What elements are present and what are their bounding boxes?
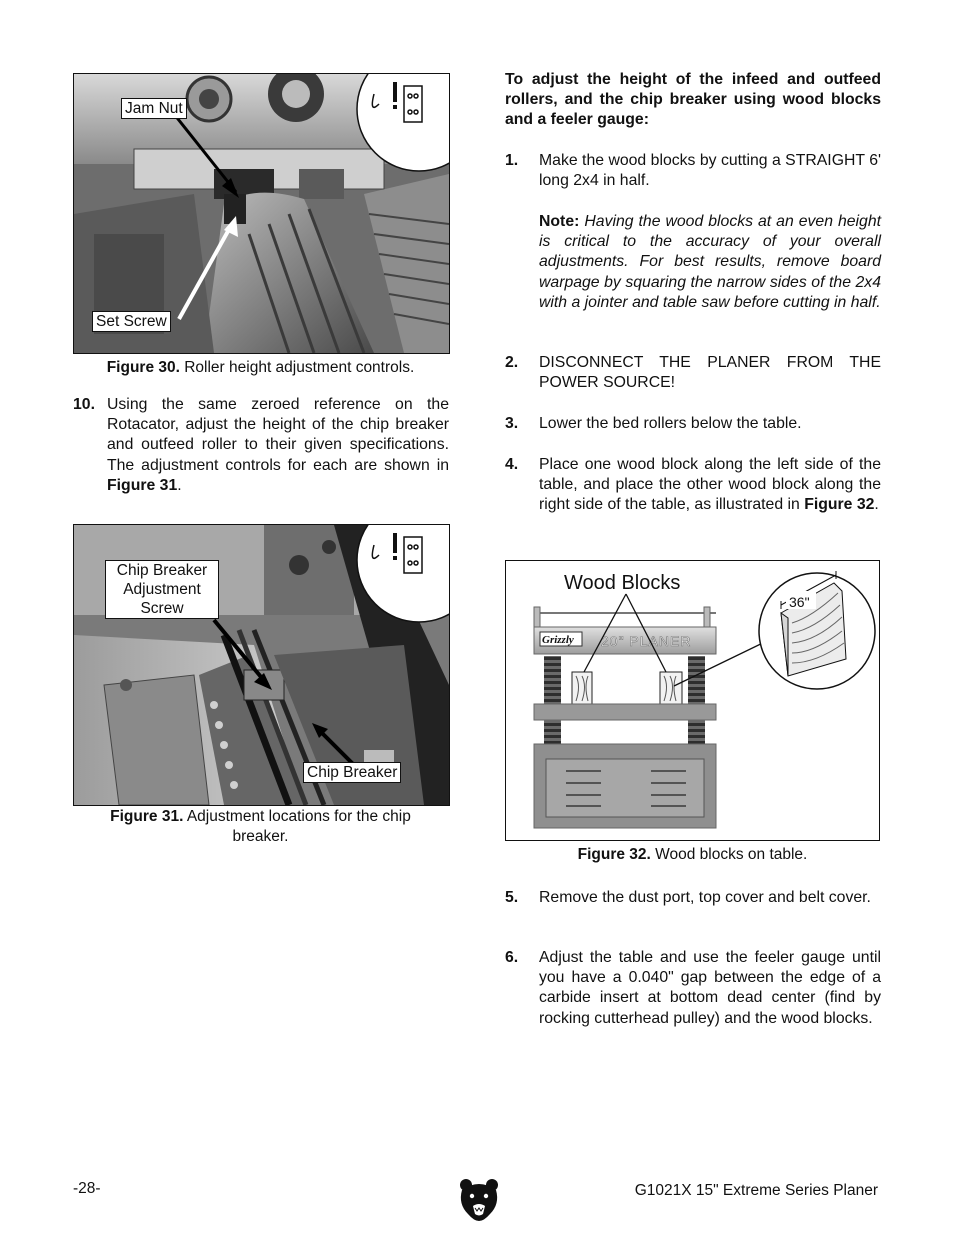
callout-chip-breaker-adjustment-screw — [105, 560, 219, 619]
step-4 — [505, 455, 881, 537]
step-10 — [73, 395, 449, 500]
step-4-number: 4. — [505, 456, 519, 473]
step-1-text: Make the wood blocks by cutting a STRAIGHT 6' long 2x4 in half. — [539, 152, 881, 190]
note-text: Having the wood blocks at an even height is critical to the accuracy of your overall adjustments. For best results, remove board warpage by squaring the narrow sides of the 2x4 with a jointer and table saw before cutting in half. — [539, 213, 882, 311]
step-1 — [505, 151, 881, 193]
step-10-text-main: Using the same zeroed reference on the Rotacator, adjust the height of the chip breaker and outfeed roller to their given specifications. The adjustment controls for each are shown in — [107, 396, 449, 474]
callout-set-screw: Set Screw — [92, 311, 171, 332]
figure-32-caption-text: Wood blocks on table. — [655, 846, 808, 863]
step-4-text — [539, 455, 881, 516]
machine-label: 20" PLANER — [601, 633, 692, 649]
step-5 — [505, 888, 881, 930]
callout-line-3: Screw — [140, 600, 184, 617]
figure-30-caption — [73, 358, 448, 378]
step-10-text-end: . — [177, 476, 182, 494]
step-4-figure-ref: Figure 32 — [804, 496, 875, 514]
figure-31-caption-line-2: breaker. — [232, 828, 289, 845]
step-3-text: Lower the bed rollers below the table. — [539, 415, 802, 432]
page-number: -28- — [73, 1180, 101, 1197]
grizzly-bear-head-icon — [458, 1176, 500, 1222]
step-6 — [505, 948, 881, 1052]
step-10-text — [107, 395, 449, 496]
step-10-figure-ref: Figure 31 — [107, 476, 178, 494]
figure-31-caption-text: Adjustment locations for the chip — [186, 808, 411, 825]
figure-32-diagram — [505, 560, 880, 841]
figure-32-title: Wood Blocks — [564, 572, 681, 594]
figure-30-caption-text: Roller height adjustment controls. — [184, 359, 415, 376]
note-label: Note: — [539, 213, 580, 230]
figure-32-label: Figure 32. — [577, 846, 651, 863]
callout-line-2: Adjustment — [123, 581, 201, 598]
callout-jam-nut: Jam Nut — [121, 98, 187, 119]
callout-line-1: Chip Breaker — [116, 562, 208, 579]
figure-32-caption — [505, 845, 880, 865]
step-2-number: 2. — [505, 354, 519, 371]
figure-31-caption-line-1 — [73, 807, 448, 827]
step-2-text: DISCONNECT THE PLANER FROM THE POWER SOURCE! — [539, 354, 881, 392]
step-10-number: 10. — [73, 396, 95, 413]
step-6-number: 6. — [505, 949, 519, 966]
note — [539, 212, 881, 313]
figure-30-label: Figure 30. — [106, 359, 180, 376]
dimension-label: 36" — [789, 594, 810, 610]
callout-chip-breaker: Chip Breaker — [303, 762, 401, 783]
section-heading: To adjust the height of the infeed and outfeed rollers, and the chip breaker using wood blocks and a feeler gauge: — [505, 71, 881, 129]
step-4-text-main: Place one wood block along the left side of the table, and place the other wood block along the right side of the table, as illustrated in — [539, 456, 881, 514]
document-title: G1021X 15" Extreme Series Planer — [634, 1182, 878, 1199]
machine-brand: Grizzly — [542, 634, 574, 646]
step-3 — [505, 414, 881, 435]
step-4-text-end: . — [874, 496, 879, 514]
figure-31-caption — [73, 807, 448, 847]
step-3-number: 3. — [505, 415, 519, 432]
figure-31-label: Figure 31. — [110, 808, 184, 825]
step-2 — [505, 353, 881, 395]
step-5-text: Remove the dust port, top cover and belt cover. — [539, 889, 871, 906]
step-1-number: 1. — [505, 152, 519, 169]
step-6-text: Adjust the table and use the feeler gauge until you have a 0.040" gap between the edge of a carbide insert at bottom dead center (find by rocking cutterhead pulley) and the wood blocks. — [539, 949, 881, 1027]
step-5-number: 5. — [505, 889, 519, 906]
